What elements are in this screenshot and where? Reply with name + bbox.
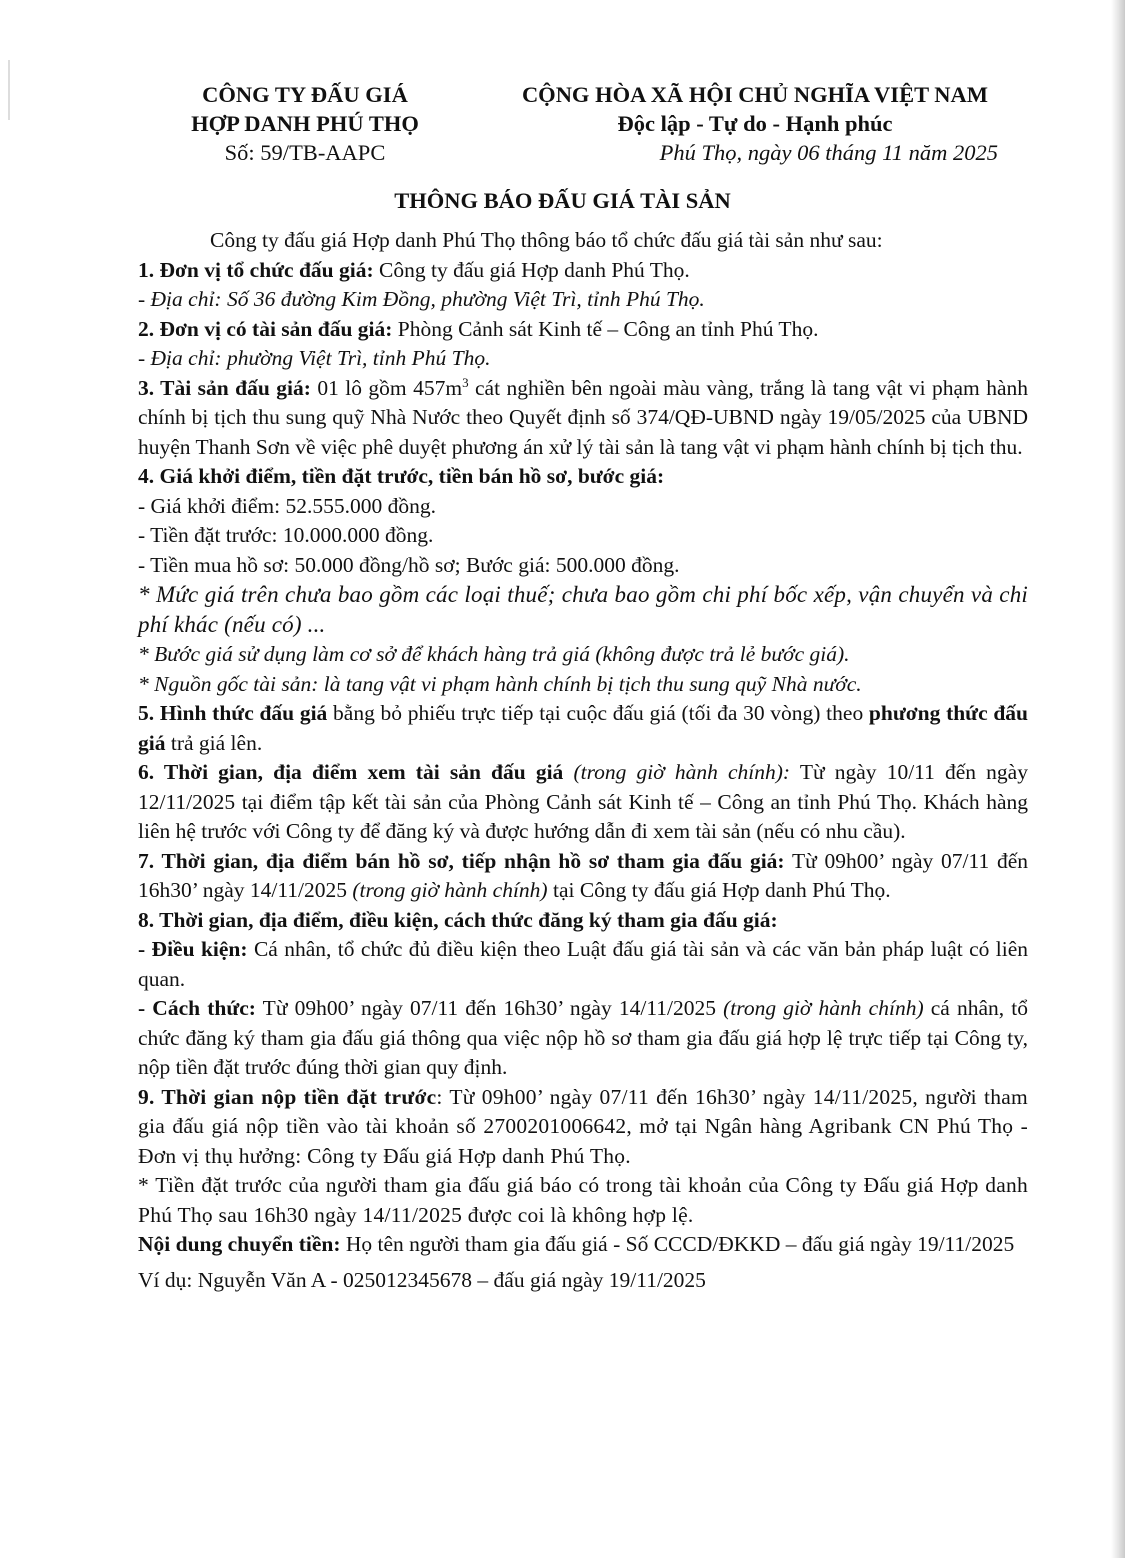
method-text-b: cá nhân, tổ chức đăng ký tham gia đấu giá thông qua việc nộp hồ sơ tham gia đấu giá hợp lệ trực tiếp tại Công ty, nộp tiền đặt trước đúng thời gian quy định. (138, 996, 1028, 1079)
method-italic: (trong giờ hành chính) (723, 996, 924, 1020)
national-motto: Độc lập - Tự do - Hạnh phúc (617, 111, 893, 136)
section-1-label: 1. Đơn vị tổ chức đấu giá: (138, 257, 374, 282)
condition-label: - Điều kiện: (138, 937, 248, 961)
section-5-method: phương thức đấu giá (138, 701, 1029, 755)
transfer-label: Nội dung chuyển tiền: (138, 1232, 341, 1256)
section-7-label: 7. Thời gian, địa điểm bán hồ sơ, tiếp nhận hồ sơ tham gia đấu giá: (138, 848, 785, 873)
document-body (138, 226, 1028, 1295)
section-5-text-b: trả giá lên. (165, 730, 263, 755)
transfer-example: Ví dụ: Nguyễn Văn A - 025012345678 – đấu giá ngày 19/11/2025 (138, 1267, 706, 1292)
document-title: THÔNG BÁO ĐẤU GIÁ TÀI SẢN (394, 188, 731, 213)
method-text-a: Từ 09h00’ ngày 07/11 đến 16h30’ ngày 14/11/2025 (255, 996, 724, 1020)
national-title: CỘNG HÒA XÃ HỘI CHỦ NGHĨA VIỆT NAM (521, 82, 989, 107)
section-3-label: 3. Tài sản đấu giá: (138, 375, 311, 400)
section-2-address: - Địa chỉ: phường Việt Trì, tỉnh Phú Thọ. (138, 346, 491, 370)
section-6 (138, 758, 1028, 847)
section-3-text-b: cát nghiền bên ngoài màu vàng, trắng là tang vật vi phạm hành chính bị tịch thu sung quỹ Nhà Nước theo Quyết định số 374/QĐ-UBND ngày 19/05/2025 của UBND huyện Thanh Sơn về việc phê duyệt phương án xử lý tài sản là tang vật vi phạm hành chính bị tịch thu. (138, 375, 1028, 459)
section-2-text: Phòng Cảnh sát Kinh tế – Công an tỉnh Phú Thọ. (392, 316, 819, 341)
header-organization (140, 80, 470, 167)
header-national (490, 80, 1020, 167)
section-7-text-a: Từ 09h00’ ngày 07/11 đến 16h30’ ngày 14/11/2025 (138, 848, 1028, 902)
method-label: - Cách thức: (138, 996, 256, 1020)
deposit-validity-note: * Tiền đặt trước của người tham gia đấu giá báo có trong tài khoản của Công ty Đấu giá Hợp danh Phú Thọ sau 16h30 ngày 14/11/2025 được coi là không hợp lệ. (138, 1173, 1028, 1227)
section-9 (138, 1083, 1028, 1172)
section-5 (138, 699, 1028, 758)
asset-origin-note: * Nguồn gốc tài sản: là tang vật vi phạm hành chính bị tịch thu sung quỹ Nhà nước. (138, 671, 862, 696)
section-9-text: : Từ 09h00’ ngày 07/11 đến 16h30’ ngày 14/11/2025, người tham gia đấu giá nộp tiền vào tài khoản số 2700201006642, mở tại Ngân hàng Agribank CN Phú Thọ - Đơn vị thụ hưởng: Công ty Đấu giá Hợp danh Phú Thọ. (138, 1084, 1028, 1168)
section-1 (138, 256, 1028, 286)
section-8-label: 8. Thời gian, địa điểm, điều kiện, cách thức đăng ký tham gia đấu giá: (138, 907, 778, 932)
section-8-condition (138, 935, 1028, 994)
section-1-address: - Địa chỉ: Số 36 đường Kim Đồng, phường Việt Trì, tỉnh Phú Thọ. (138, 287, 705, 311)
org-name-line1: CÔNG TY ĐẤU GIÁ (202, 82, 408, 107)
section-5-text-a: bằng bỏ phiếu trực tiếp tại cuộc đấu giá (tối đa 30 vòng) theo (327, 701, 869, 725)
section-3-superscript: 3 (462, 374, 469, 390)
section-2 (138, 315, 1028, 345)
section-8-method (138, 994, 1028, 1083)
org-name-line2: HỢP DANH PHÚ THỌ (191, 111, 419, 136)
bid-step-note: * Bước giá sử dụng làm cơ sở để khách hàng trả giá (không được trả lẻ bước giá). (138, 642, 850, 666)
section-6-text: Từ ngày 10/11 đến ngày 12/11/2025 tại điểm tập kết tài sản của Phòng Cảnh sát Kinh tế – Công an tỉnh Phú Thọ. Khách hàng liên hệ trước với Công ty để đăng ký và được hướng dẫn đi xem tài sản (nếu có nhu cầu). (138, 760, 1028, 843)
section-2-label: 2. Đơn vị có tài sản đấu giá: (138, 316, 393, 341)
section-1-text: Công ty đấu giá Hợp danh Phú Thọ. (373, 257, 690, 282)
document-number: Số: 59/TB-AAPC (224, 140, 386, 165)
deposit-amount: - Tiền đặt trước: 10.000.000 đồng. (138, 523, 434, 547)
condition-text: Cá nhân, tổ chức đủ điều kiện theo Luật đấu giá tài sản và các văn bản pháp luật có liên quan. (138, 937, 1029, 991)
section-7-italic: (trong giờ hành chính) (352, 878, 548, 902)
price-note: * Mức giá trên chưa bao gồm các loại thuế; chưa bao gồm chi phí bốc xếp, vận chuyển và chi phí khác (nếu có) ... (138, 582, 1028, 637)
section-7-text-b: tại Công ty đấu giá Hợp danh Phú Thọ. (547, 878, 891, 902)
start-price: - Giá khởi điểm: 52.555.000 đồng. (138, 493, 437, 518)
section-6-label: 6. Thời gian, địa điểm xem tài sản đấu giá (138, 760, 564, 784)
section-9-label: 9. Thời gian nộp tiền đặt trước (138, 1084, 437, 1109)
scan-edge-mark (8, 60, 10, 120)
section-6-italic: (trong giờ hành chính): (563, 760, 791, 784)
transfer-text: Họ tên người tham gia đấu giá - Số CCCD/ĐKKD – đấu giá ngày 19/11/2025 (340, 1232, 1015, 1256)
document-date: Phú Thọ, ngày 06 tháng 11 năm 2025 (659, 140, 998, 165)
scan-edge-shadow (1111, 0, 1125, 1558)
section-7 (138, 847, 1028, 906)
transfer-content (138, 1230, 1028, 1260)
section-3 (138, 374, 1028, 463)
intro-paragraph: Công ty đấu giá Hợp danh Phú Thọ thông báo tổ chức đấu giá tài sản như sau: (210, 228, 883, 252)
section-5-label: 5. Hình thức đấu giá (138, 701, 328, 725)
dossier-fee: - Tiền mua hồ sơ: 50.000 đồng/hồ sơ; Bước giá: 500.000 đồng. (138, 552, 680, 577)
section-4-label: 4. Giá khởi điểm, tiền đặt trước, tiền bán hồ sơ, bước giá: (138, 464, 665, 488)
section-3-text-a: 01 lô gồm 457m (310, 375, 463, 400)
